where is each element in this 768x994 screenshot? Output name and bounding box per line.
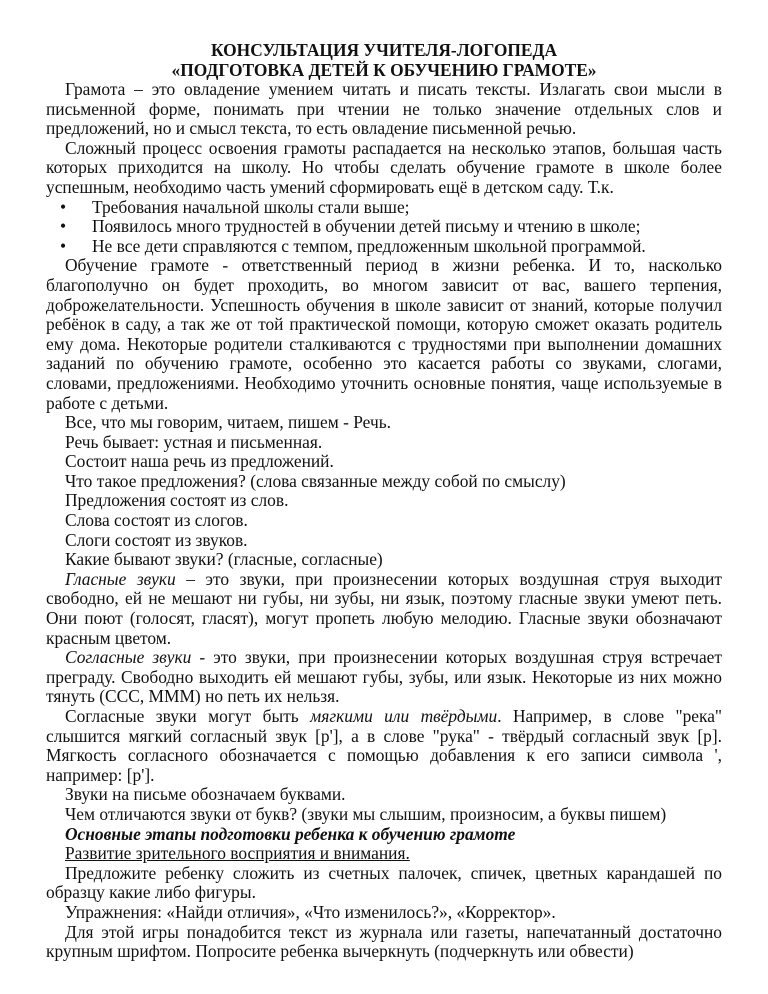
visual-heading-line bbox=[46, 844, 722, 864]
paragraph-sticks: Предложите ребенку сложить из счетных палочек, спичек, цветных карандашей по образцу какие либо фигуры. bbox=[46, 862, 722, 903]
list-item-text: Не все дети справляются с темпом, предложенным школьной программой. bbox=[92, 235, 646, 256]
consonants-term: Согласные звуки bbox=[65, 647, 192, 668]
bullet-icon: • bbox=[60, 196, 67, 217]
short-line: Что такое предложения? (слова связанные между собой по смыслу) bbox=[65, 470, 566, 491]
short-line: Какие бывают звуки? (гласные, согласные) bbox=[65, 549, 383, 570]
list-item bbox=[46, 237, 722, 257]
short-line: Слова состоят из слогов. bbox=[65, 510, 248, 531]
paragraph-literacy-process: Сложный процесс освоения грамоты распадается на несколько этапов, большая часть которых приходится на школу. Но чтобы сделать обучение грамоте в школе более успешным, необходимо часть умений сформировать ещё в детском саду. Т.к. bbox=[46, 137, 722, 197]
letters-question: Чем отличаются звуки от букв? (звуки мы слышим, произносим, а буквы пишем) bbox=[65, 803, 667, 824]
visual-heading: Развитие зрительного восприятия и внимания. bbox=[65, 843, 410, 864]
list-item-text: Требования начальной школы стали выше; bbox=[92, 196, 410, 217]
stages-heading: Основные этапы подготовки ребенка к обучению грамоте bbox=[65, 823, 516, 844]
reasons-list bbox=[46, 198, 722, 257]
vowels-text: – это звуки, при произнесении которых воздушная струя выходит свободно, ей не мешают ни губы, ни зубы, ни язык, поэтому гласные звуки умеют петь. Они поют (голосят, гласят), могут пропеть любую мелодию. Гласные звуки обозначают красным цветом. bbox=[46, 568, 722, 648]
consonants-text: - это звуки, при произнесении которых воздушная струя встречает преграду. Свободно выходить ей мешают губы, зубы, или язык. Некоторые из них можно тянуть (ССС, МММ) но петь их нельзя. bbox=[46, 647, 722, 707]
paragraph-responsible-period: Обучение грамоте - ответственный период в жизни ребенка. И то, насколько благополучно он будет проходить, во многом зависит от вас, вашего терпения, доброжелательности. Успешность обучения в школе зависит от знаний, которые получил ребёнок в саду, а так же от той практической помощи, которую сможет оказать родитель ему дома. Некоторые родители сталкиваются с трудностями при выполнении домашних заданий по обучению грамоте, особенно это касается работы со звуками, слогами, словами, предложениями. Необходимо уточнить основные понятия, чаще используемые в работе с детьми. bbox=[46, 255, 722, 413]
title-line-2: «ПОДГОТОВКА ДЕТЕЙ К ОБУЧЕНИЮ ГРАМОТЕ» bbox=[171, 60, 597, 80]
soft-after: . Например, в слове "река" слышится мягкий согласный звук [р'], а в слове "рука" - твёрдый согласный звук [р]. Мягкость согласного обозначается с помощью добавления к его записи символа ', например: [р']. bbox=[46, 706, 723, 785]
short-line: Состоит наша речь из предложений. bbox=[65, 451, 334, 472]
paragraph-vowels bbox=[46, 570, 722, 648]
bullet-icon: • bbox=[60, 216, 67, 237]
title-line-1: КОНСУЛЬТАЦИЯ УЧИТЕЛЯ-ЛОГОПЕДА bbox=[210, 40, 558, 60]
paragraph-last: Для этой игры понадобится текст из журнала или газеты, напечатанный достаточно крупным шрифтом. Попросите ребенка вычеркнуть (подчеркнуть или обвести) bbox=[46, 921, 722, 962]
short-line: Речь бывает: устная и письменная. bbox=[65, 431, 323, 452]
short-line: Предложения состоят из слов. bbox=[65, 490, 289, 511]
list-item bbox=[46, 217, 722, 237]
bullet-icon: • bbox=[60, 235, 67, 256]
letters-line: Звуки на письме обозначаем буквами. bbox=[65, 784, 346, 805]
paragraph-soft-hard bbox=[46, 707, 722, 785]
soft-before: Согласные звуки могут быть bbox=[65, 706, 311, 726]
vowels-term: Гласные звуки bbox=[65, 568, 176, 589]
exercises-line: Упражнения: «Найди отличия», «Что изменилось?», «Корректор». bbox=[65, 901, 556, 922]
short-line: Слоги состоят из звуков. bbox=[65, 529, 248, 550]
paragraph-literacy-definition: Грамота – это овладение умением читать и писать тексты. Излагать свои мысли в письменной форме, понимать при чтении не только значение отдельных слов и предложений, но и смысл текста, то есть овладение письменной речью. bbox=[46, 79, 722, 139]
list-item bbox=[46, 198, 722, 218]
paragraph-consonants bbox=[46, 648, 722, 707]
soft-hard-term: мягкими или твёрдыми bbox=[310, 706, 498, 726]
list-item-text: Появилось много трудностей в обучении детей письму и чтению в школе; bbox=[92, 216, 641, 237]
short-line: Все, что мы говорим, читаем, пишем - Речь. bbox=[65, 412, 391, 433]
